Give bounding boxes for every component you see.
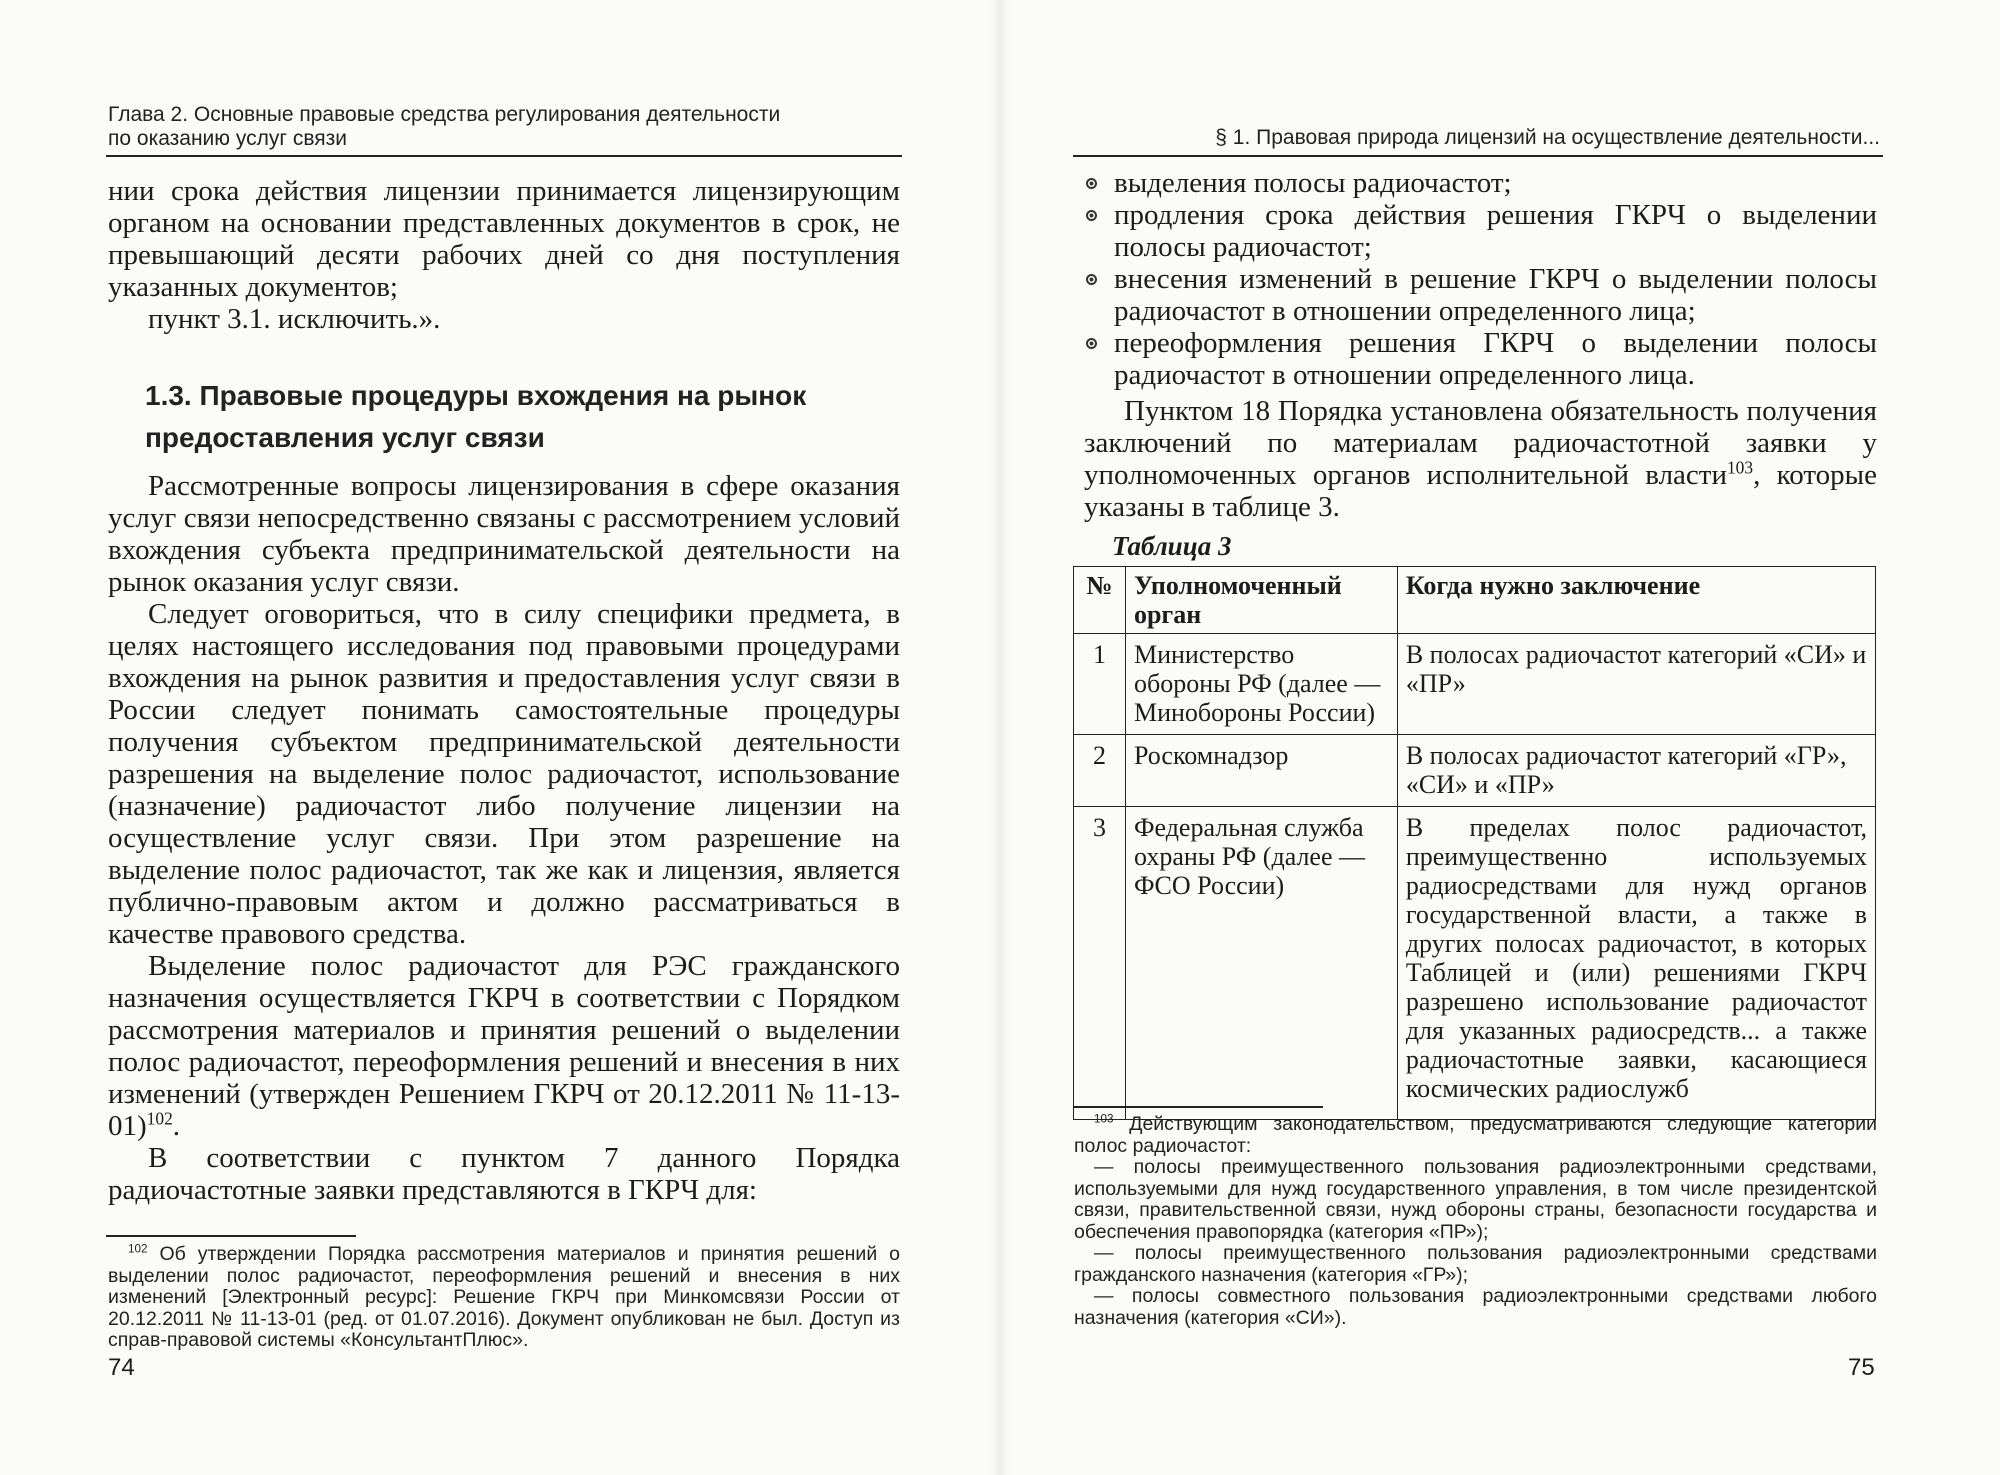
footnote-103	[1074, 1114, 1877, 1329]
list-item: переоформления решения ГКРЧ о выделении полосы радиочастот в отношении определенного лица.	[1084, 327, 1877, 391]
page-number-right: 75	[1848, 1354, 1875, 1381]
page-number-left: 74	[108, 1354, 135, 1381]
list-item: внесения изменений в решение ГКРЧ о выделении полосы радиочастот в отношении определенного лица;	[1084, 263, 1877, 327]
table-cell: Роскомнадзор	[1125, 735, 1397, 807]
table-caption: Таблица 3	[1112, 531, 1232, 561]
footnote-text: Об утверждении Порядка рассмотрения материалов и принятия решений о выделении полос радиочастот, переоформления решений и внесения в них изменений [Электронный ресурс]: Решение ГКРЧ при Минкомсвязи России от 20.12.2011 № 11-13-01 (ред. от 01.07.2016). Документ опубликован не был. Доступ из справ-правовой системы «КонсультантПлюс».	[108, 1243, 900, 1351]
table-cell: В полосах радиочастот категорий «СИ» и «ПР»	[1397, 634, 1875, 735]
footnote-text: Действующим законодательством, предусматриваются следующие категории полос радиочастот:	[1074, 1113, 1877, 1157]
list-item: выделения полосы радиочастот;	[1084, 167, 1877, 199]
table-cell: 1	[1074, 634, 1126, 735]
bullet-list	[1084, 167, 1877, 391]
column-header: Когда нужно заключение	[1397, 567, 1875, 634]
paragraph-end: .	[172, 1110, 181, 1142]
continuation-text-2: пункт 3.1. исключить.».	[148, 303, 441, 335]
paragraph	[108, 950, 900, 1142]
paragraph: Следует оговориться, что в силу специфики предмета, в целях настоящего исследования под правовыми процедурами вхождения на рынок развития и предоставления услуг связи в России следует понимать самостоятельные процедуры получения субъектом предпринимательской деятельности разрешения на выделение полос радиочастот, использование (назначение) радиочастот либо получение лицензии на осуществление услуг связи. При этом разрешение на выделение полос радиочастот, так же как и лицензия, является публично-правовым актом и должно рассматриваться в качестве правового средства.	[108, 598, 900, 950]
right-page	[1000, 0, 2000, 1475]
table-row	[1074, 807, 1876, 1120]
left-body-top	[108, 175, 900, 335]
paragraph-text: Выделение полос радиочастот для РЭС гражданского назначения осуществляется ГКРЧ в соответствии с Порядком рассмотрения материалов и принятия решений о выделении полос радиочастот, переоформления решений и внесения в них изменений (утвержден Решением ГКРЧ от 20.12.2011 № 11-13-01)	[108, 950, 900, 1142]
table-cell: Министерство обороны РФ (далее — Минобороны России)	[1125, 634, 1397, 735]
paragraph: Рассмотренные вопросы лицензирования в сфере оказания услуг связи непосредственно связаны с рассмотрением условий вхождения субъекта предпринимательской деятельности на рынок оказания услуг связи.	[108, 470, 900, 598]
footnote-item: — полосы совместного пользования радиоэлектронными средствами любого назначения (категория «СИ»).	[1074, 1285, 1877, 1329]
running-header-left: Глава 2. Основные правовые средства регулирования деятельности по оказанию услуг связи	[108, 103, 781, 150]
paragraph-text: Пунктом 18 Порядка установлена обязательность получения заключений по материалам радиочастотной заявки у уполномоченных органов исполнительной власти	[1084, 395, 1877, 491]
table-cell: 2	[1074, 735, 1126, 807]
table-cell: Федеральная служба охраны РФ (далее — ФСО России)	[1125, 807, 1397, 1120]
column-header: Уполномоченный орган	[1125, 567, 1397, 634]
running-header-right: § 1. Правовая природа лицензий на осуществление деятельности...	[1215, 126, 1880, 149]
right-body-top	[1084, 167, 1877, 523]
table-row	[1074, 634, 1876, 735]
footnote-number: 102	[128, 1242, 148, 1256]
paragraph-end: , которые указаны в таблице 3.	[1084, 459, 1877, 523]
list-item: продления срока действия решения ГКРЧ о выделении полосы радиочастот;	[1084, 199, 1877, 263]
header-rule-left	[106, 155, 902, 157]
paragraph: В соответствии с пунктом 7 данного Порядка радиочастотные заявки представляются в ГКРЧ для:	[108, 1142, 900, 1206]
footnote-rule-right	[1073, 1106, 1323, 1108]
paragraph	[1084, 395, 1877, 523]
footnote-reference: 103	[1726, 457, 1754, 478]
table-3	[1073, 566, 1876, 1120]
left-body-main	[108, 470, 900, 1206]
footnote-102	[108, 1244, 900, 1352]
table-cell: В пределах полос радиочастот, преимущественно используемых радиосредствами для нужд органов государственной власти, а также в других полосах радиочастот, в которых Таблицей и (или) решениями ГКРЧ разрешено использование радиочастот для указанных радиосредств... а также радиочастотные заявки, касающиеся космических радиослужб	[1397, 807, 1875, 1120]
footnote-reference: 102	[146, 1108, 173, 1129]
header-rule-right	[1073, 155, 1883, 157]
footnote-item: — полосы преимущественного пользования радиоэлектронными средствами гражданского назначения (категория «ГР»);	[1074, 1242, 1877, 1286]
table-header-row	[1074, 567, 1876, 634]
footnote-rule-left	[106, 1235, 356, 1237]
continuation-text: нии срока действия лицензии принимается лицензирующим органом на основании представленных документов в срок, не превышающий десяти рабочих дней со дня поступления указанных документов;	[108, 175, 900, 303]
table-cell: В полосах радиочастот категорий «ГР», «СИ» и «ПР»	[1397, 735, 1875, 807]
table-cell: 3	[1074, 807, 1126, 1120]
footnote-item: — полосы преимущественного пользования радиоэлектронными средствами, используемыми для нужд государственного управления, в том числе президентской связи, правительственной связи, нужд обороны страны, безопасности государства и обеспечения правопорядка (категория «ПР»);	[1074, 1156, 1877, 1243]
column-header: №	[1074, 567, 1126, 634]
footnote-number: 103	[1094, 1112, 1114, 1126]
section-heading: 1.3. Правовые процедуры вхождения на рынок предоставления услуг связи	[145, 380, 807, 453]
table-row	[1074, 735, 1876, 807]
